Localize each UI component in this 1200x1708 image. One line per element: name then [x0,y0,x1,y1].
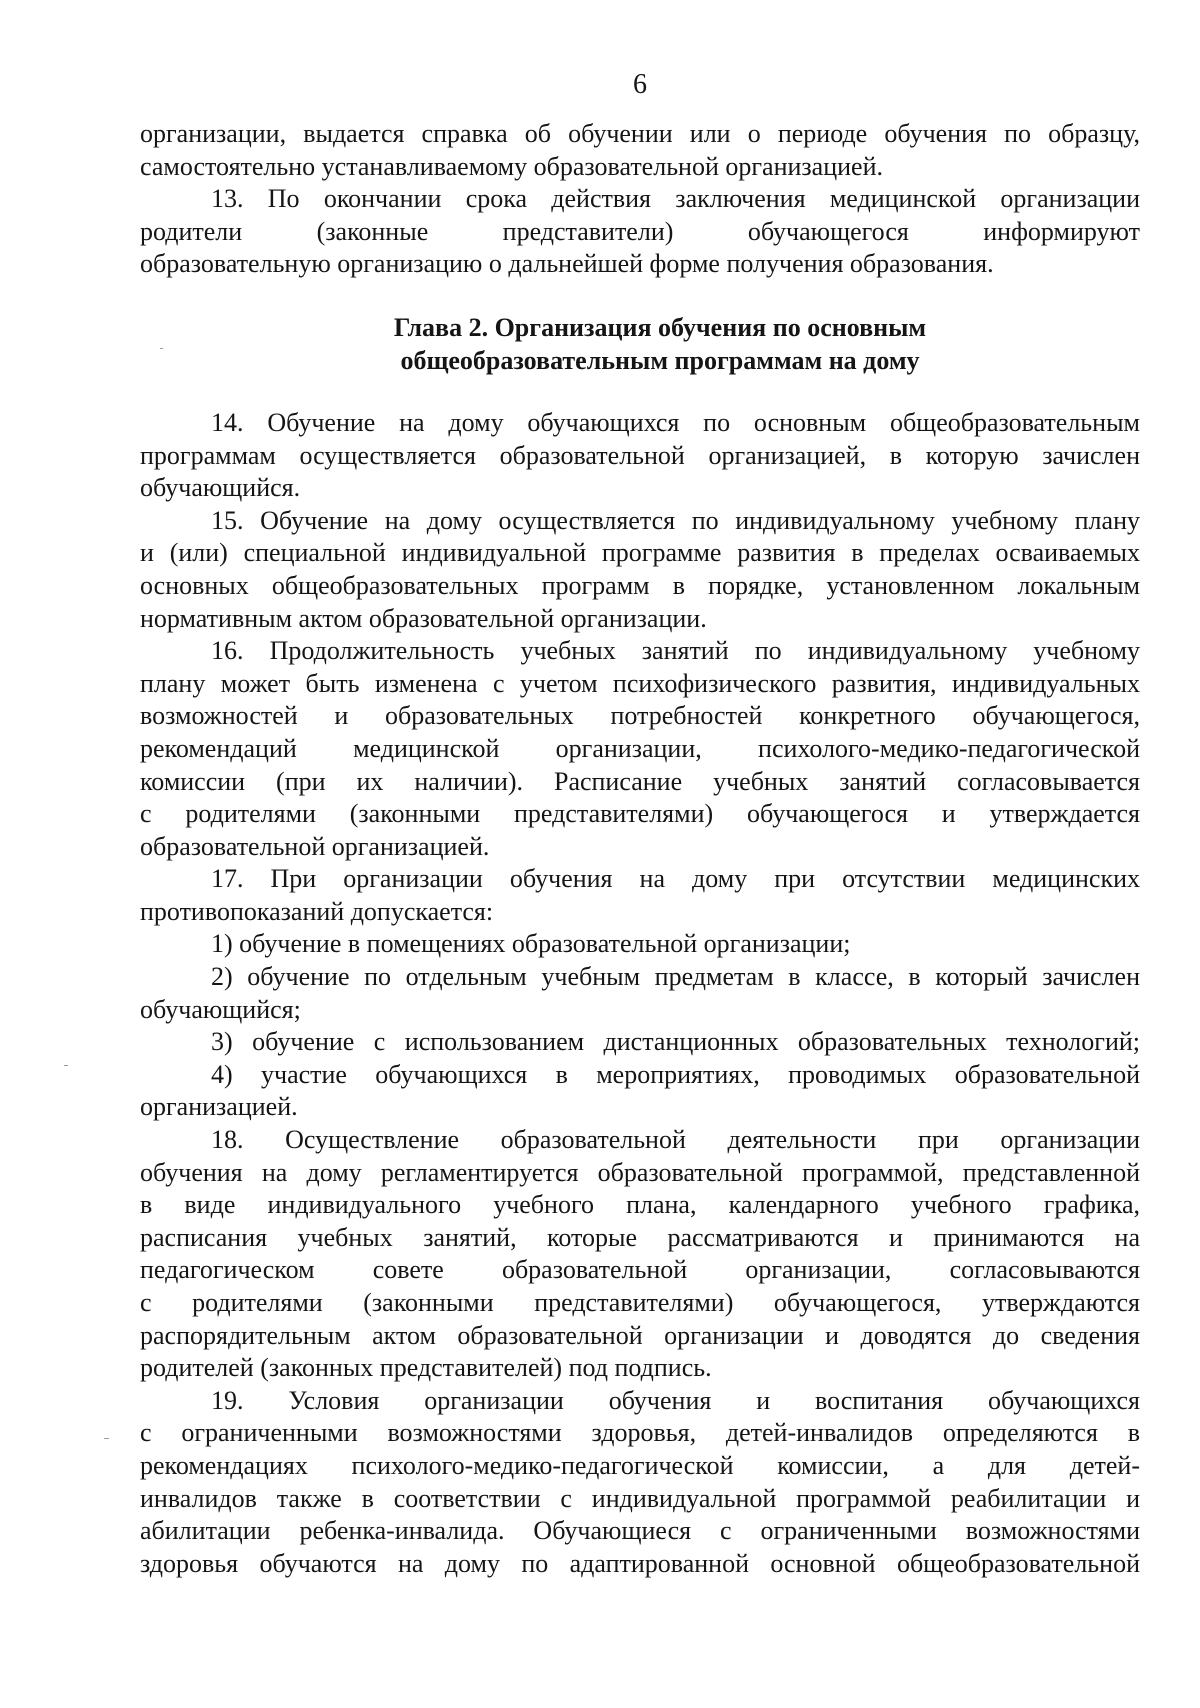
text-line: здоровья обучаются на дому по адаптированной основной общеобразовательной [140,1548,1140,1578]
chapter-heading-line-2: общеобразовательным программам на дому [400,345,920,375]
text-line: 4) участие обучающихся в мероприятиях, проводимых образовательной [211,1059,1140,1089]
text-line: обучающийся; [140,994,301,1024]
text-line: обучения на дому регламентируется образовательной программой, представленной [140,1157,1140,1187]
text-line: основных общеобразовательных программ в порядке, установленном локальным [140,570,1140,600]
text-line: 3) обучение с использованием дистанционных образовательных технологий; [211,1027,1140,1057]
page-number: 6 [633,69,647,100]
text-line: образовательную организацию о дальнейшей форме получения образования. [140,249,994,279]
text-line: самостоятельно устанавливаемому образовательной организацией. [140,151,884,181]
text-line: расписания учебных занятий, которые рассматриваются и принимаются на [140,1222,1140,1252]
text-line: обучающийся. [140,473,301,503]
text-line: с родителями (законными представителями) обучающегося и утверждается [140,799,1140,829]
text-line: организации, выдается справка об обучении или о периоде обучения по образцу, [140,119,1140,148]
text-line: распорядительным актом образовательной организации и доводятся до сведения [140,1320,1140,1350]
text-line: 16. Продолжительность учебных занятий по индивидуальному учебному [211,636,1140,666]
text-line: абилитации ребенка-инвалида. Обучающиеся с ограниченными возможностями [140,1516,1140,1546]
scan-speck [104,1438,109,1439]
document-body [140,118,1140,1580]
text-line: с родителями (законными представителями) обучающегося, утверждаются [140,1288,1140,1317]
text-line: 13. По окончании срока действия заключения медицинской организации [211,184,1140,214]
text-line: родителей (законных представителей) под подпись. [140,1353,712,1383]
text-line: образовательной организацией. [140,831,490,861]
scan-speck [64,1065,68,1066]
text-line: 18. Осуществление образовательной деятельности при организации [211,1125,1140,1155]
text-line: рекомендаций медицинской организации, психолого-медико-педагогической [140,733,1140,763]
chapter-heading-line-1: Глава 2. Организация обучения по основным [393,312,927,342]
text-line: рекомендациях психолого-медико-педагогической комиссии, а для детей- [140,1450,1140,1480]
chapter-heading [180,311,1140,377]
text-line: 19. Условия организации обучения и воспитания обучающихся [211,1385,1140,1415]
text-line: 17. При организации обучения на дому при отсутствии медицинских [211,864,1140,894]
text-line: плану может быть изменена с учетом психофизического развития, индивидуальных [140,668,1140,698]
text-line: 14. Обучение на дому обучающихся по основным общеобразовательным [211,407,1140,437]
text-line: программам осуществляется образовательной организацией, в которую зачислен [140,440,1140,470]
text-line: инвалидов также в соответствии с индивидуальной программой реабилитации и [140,1483,1140,1513]
intro-paragraphs [140,118,1140,281]
text-line: нормативным актом образовательной организации. [140,603,707,633]
text-line: возможностей и образовательных потребностей конкретного обучающегося, [140,701,1140,731]
text-line: 2) обучение по отдельным учебным предметам в классе, в который зачислен [211,962,1140,992]
text-line: педагогическом совете образовательной организации, согласовываются [140,1255,1140,1285]
text-line: в виде индивидуального учебного плана, календарного учебного графика, [140,1190,1140,1220]
scan-speck [160,348,163,349]
text-line: 15. Обучение на дому осуществляется по индивидуальному учебному плану [211,505,1140,535]
text-line: и (или) специальной индивидуальной программе развития в пределах осваиваемых [140,538,1140,568]
text-line: организацией. [140,1092,298,1122]
chapter-paragraphs [140,407,1140,1580]
text-line: родители (законные представители) обучающегося информируют [140,216,1140,246]
text-line: противопоказаний допускается: [140,896,494,926]
text-line: с ограниченными возможностями здоровья, детей-инвалидов определяются в [140,1418,1140,1448]
text-line: комиссии (при их наличии). Расписание учебных занятий согласовывается [140,766,1140,796]
text-line: 1) обучение в помещениях образовательной организации; [211,929,851,959]
